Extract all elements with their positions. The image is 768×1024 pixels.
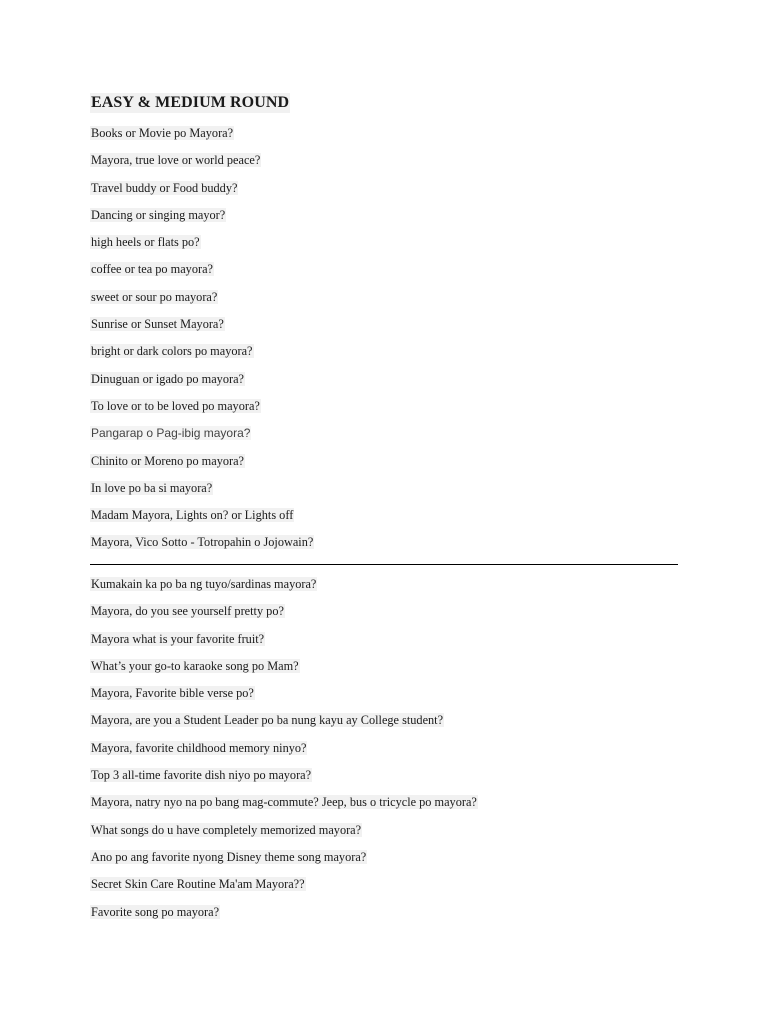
list-item (90, 602, 478, 629)
list-item (90, 397, 314, 424)
list-item (90, 657, 478, 684)
question-text: Kumakain ka po ba ng tuyo/sardinas mayora? (91, 577, 317, 591)
list-item (90, 821, 478, 848)
list-item (90, 848, 478, 875)
question-text: Ano po ang favorite nyong Disney theme song mayora? (91, 849, 367, 864)
question-text: Books or Movie po Mayora? (91, 126, 234, 140)
list-item (90, 506, 314, 533)
question-text: Top 3 all-time favorite dish niyo po mayora? (91, 768, 312, 783)
list-item (90, 124, 314, 151)
question-text: Mayora, natry nyo na po bang mag-commute? Jeep, bus o tricycle po mayora? (91, 795, 477, 810)
list-item (90, 206, 314, 233)
question-text: What’s your go-to karaoke song po Mam? (91, 658, 299, 673)
question-text: high heels or flats po? (91, 235, 200, 250)
question-list-2 (90, 575, 478, 930)
question-text: Secret Skin Care Routine Ma'am Mayora?? (91, 877, 305, 892)
list-item (90, 903, 478, 930)
list-item (90, 875, 478, 902)
list-item (90, 233, 314, 260)
page-title: EASY & MEDIUM ROUND (91, 94, 290, 111)
list-item (90, 288, 314, 315)
list-item (90, 630, 478, 657)
question-text: Sunrise or Sunset Mayora? (91, 317, 224, 332)
question-text: bright or dark colors po mayora? (91, 344, 253, 359)
list-item (90, 179, 314, 206)
question-text: Madam Mayora, Lights on? or Lights off (91, 508, 294, 523)
list-item (90, 575, 478, 602)
question-text: Dancing or singing mayor? (91, 207, 226, 222)
list-item (90, 793, 478, 820)
question-text: Favorite song po mayora? (91, 904, 220, 919)
question-text: Dinuguan or igado po mayora? (91, 371, 244, 386)
section-divider (90, 564, 678, 565)
question-text: Mayora what is your favorite fruit? (91, 631, 265, 646)
question-text: Pangarap o Pag-ibig mayora? (91, 426, 251, 441)
list-item (90, 424, 314, 451)
question-text: Mayora, Favorite bible verse po? (91, 686, 254, 701)
question-text: What songs do u have completely memorized mayora? (91, 822, 362, 837)
question-text: coffee or tea po mayora? (91, 262, 213, 277)
question-text: Mayora, do you see yourself pretty po? (91, 604, 284, 619)
question-text: Chinito or Moreno po mayora? (91, 453, 244, 468)
list-item (90, 370, 314, 397)
question-text: Travel buddy or Food buddy? (91, 180, 238, 195)
list-item (90, 479, 314, 506)
list-item (90, 151, 314, 178)
question-text: Mayora, favorite childhood memory ninyo? (91, 740, 307, 755)
list-item (90, 766, 478, 793)
list-item (90, 533, 314, 560)
question-text: Mayora, Vico Sotto - Totropahin o Jojowain? (91, 535, 314, 550)
list-item (90, 315, 314, 342)
list-item (90, 684, 478, 711)
question-text: Mayora, true love or world peace? (91, 153, 261, 168)
list-item (90, 260, 314, 287)
list-item (90, 739, 478, 766)
question-text: sweet or sour po mayora? (91, 289, 218, 304)
list-item (90, 711, 478, 738)
list-item (90, 452, 314, 479)
question-text: In love po ba si mayora? (91, 480, 213, 495)
question-text: To love or to be loved po mayora? (91, 398, 260, 413)
question-list-1 (90, 124, 314, 561)
question-text: Mayora, are you a Student Leader po ba nung kayu ay College student? (91, 713, 444, 728)
list-item (90, 342, 314, 369)
